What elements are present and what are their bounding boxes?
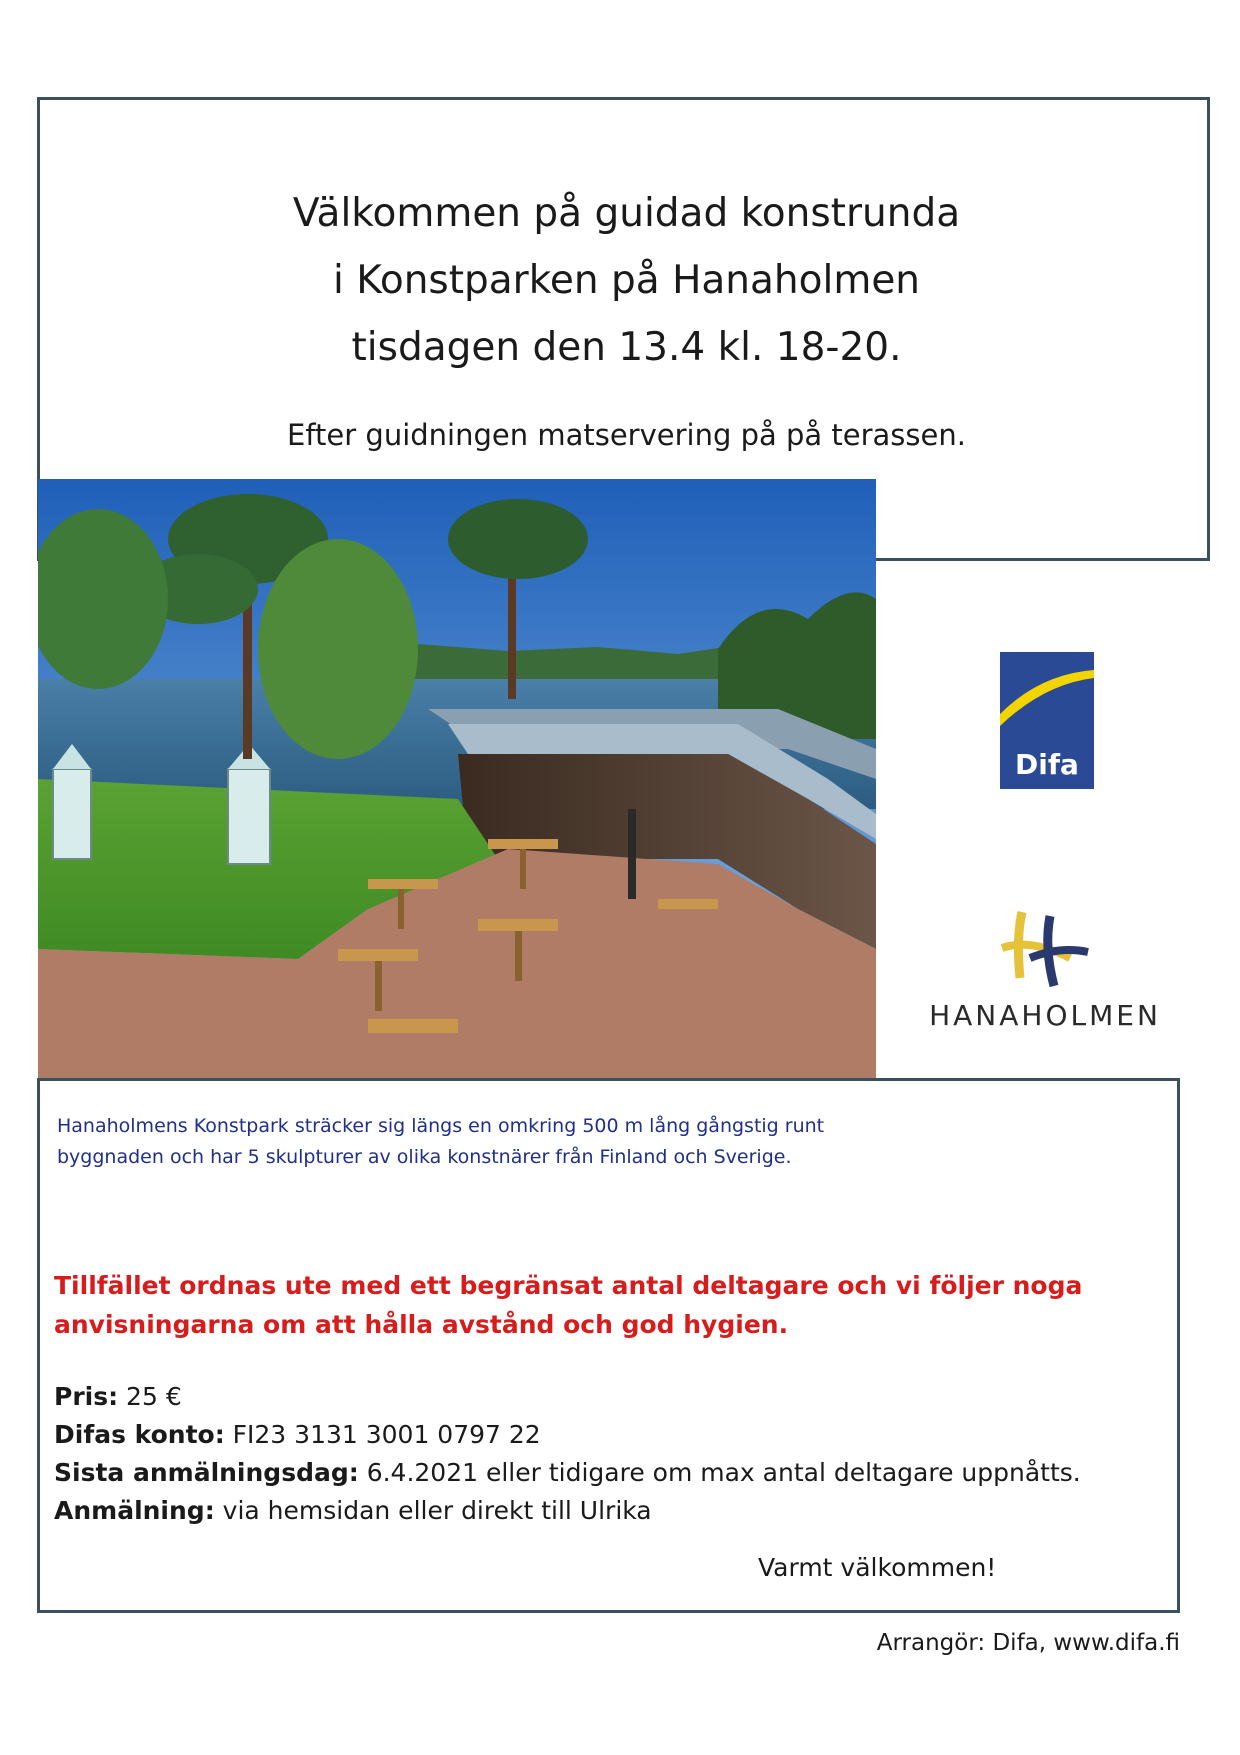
price-value: 25 € bbox=[118, 1382, 182, 1411]
signup-value: via hemsidan eller direkt till Ulrika bbox=[214, 1496, 652, 1525]
signup-row bbox=[54, 1492, 1081, 1530]
subtitle: Efter guidningen matservering på på terassen. bbox=[287, 418, 966, 452]
deadline-row bbox=[54, 1454, 1081, 1492]
details-box bbox=[37, 1078, 1180, 1613]
difa-logo bbox=[1000, 652, 1094, 789]
organizer-footer: Arrangör: Difa, www.difa.fi bbox=[876, 1630, 1180, 1656]
notice-line-1: Tillfället ordnas ute med ett begränsat antal deltagare och vi följer noga bbox=[54, 1271, 1083, 1300]
deadline-value: 6.4.2021 eller tidigare om max antal deltagare uppnåtts. bbox=[358, 1458, 1081, 1487]
title-line-1: Välkommen på guidad konstrunda bbox=[292, 191, 961, 236]
hanaholmen-logo: HANAHOLMEN bbox=[920, 908, 1170, 1038]
account-label: Difas konto: bbox=[54, 1420, 225, 1449]
account-row bbox=[54, 1416, 1081, 1454]
title-line-2: i Konstparken på Hanaholmen bbox=[332, 258, 921, 303]
notice-text bbox=[54, 1266, 1082, 1344]
svg-text:Difa: Difa bbox=[1015, 748, 1079, 781]
price-row bbox=[54, 1378, 1081, 1416]
intro-line-2: byggnaden och har 5 skulpturer av olika konstnärer från Finland och Sverige. bbox=[57, 1146, 792, 1168]
intro-text bbox=[57, 1111, 824, 1173]
notice-line-2: anvisningarna om att hålla avstånd och god hygien. bbox=[54, 1310, 789, 1339]
page-title bbox=[40, 180, 1213, 381]
welcome-text: Varmt välkommen! bbox=[758, 1553, 997, 1582]
title-line-3: tisdagen den 13.4 kl. 18-20. bbox=[351, 325, 902, 370]
deadline-label: Sista anmälningsdag: bbox=[54, 1458, 359, 1487]
signup-label: Anmälning: bbox=[54, 1496, 215, 1525]
price-label: Pris: bbox=[54, 1382, 119, 1411]
terrace-photo bbox=[38, 479, 876, 1080]
info-list bbox=[54, 1378, 1081, 1530]
account-value: FI23 3131 3001 0797 22 bbox=[224, 1420, 541, 1449]
intro-line-1: Hanaholmens Konstpark sträcker sig längs en omkring 500 m lång gångstig runt bbox=[57, 1115, 825, 1137]
